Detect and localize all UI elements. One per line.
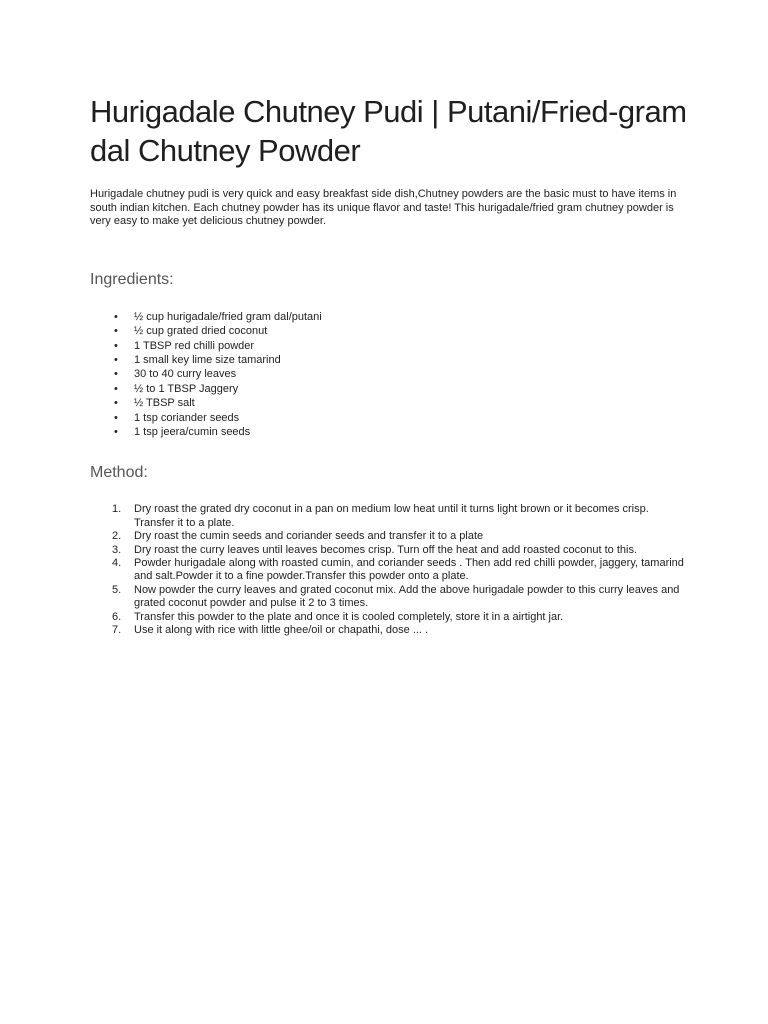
intro-paragraph: Hurigadale chutney pudi is very quick and easy breakfast side dish,Chutney powders are the basic must to have items in south indian kitchen. Each chutney powder has its unique flavor and taste! This hurigadale/fried gram chutney powder is very easy to make yet delicious chutney powder.	[90, 188, 677, 228]
ingredients-list	[90, 310, 690, 440]
method-step-text: Dry roast the cumin seeds and coriander seeds and transfer it to a plate	[134, 530, 484, 543]
method-step-text: Use it along with rice with little ghee/oil or chapathi, dose ... .	[134, 624, 429, 637]
page-title: Hurigadale Chutney Pudi | Putani/Fried-gram dal Chutney Powder	[90, 94, 687, 168]
method-step	[90, 544, 690, 557]
ingredient-item: • 1 tsp jeera/cumin seeds	[90, 425, 690, 439]
method-step	[90, 584, 690, 611]
ingredient-item: • 1 tsp coriander seeds	[90, 411, 690, 425]
method-step-text: Dry roast the grated dry coconut in a pan on medium low heat until it turns light brown or it becomes crisp. Transfer it to a plate.	[134, 503, 649, 529]
method-step-number: 6.	[112, 610, 122, 623]
method-step-number: 1.	[112, 503, 122, 516]
method-step	[90, 557, 690, 584]
ingredient-item: • ½ TBSP salt	[90, 396, 690, 410]
method-step-text: Transfer this powder to the plate and once it is cooled completely, store it in a airtight jar.	[134, 610, 564, 623]
method-step	[90, 624, 690, 637]
method-step	[90, 503, 690, 530]
ingredient-item: • ½ to 1 TBSP Jaggery	[90, 382, 690, 396]
method-step	[90, 530, 690, 543]
method-step	[90, 611, 690, 624]
document-page	[90, 92, 690, 638]
ingredient-item: • 30 to 40 curry leaves	[90, 367, 690, 381]
method-step-text: Now powder the curry leaves and grated coconut mix. Add the above hurigadale powder to this curry leaves and grated coconut powder and pulse it 2 to 3 times.	[134, 583, 680, 610]
ingredient-item: • ½ cup hurigadale/fried gram dal/putani	[90, 310, 690, 324]
ingredient-item: • 1 TBSP red chilli powder	[90, 339, 690, 353]
method-step-number: 7.	[112, 624, 122, 637]
method-step-number: 2.	[112, 530, 122, 543]
method-step-number: 3.	[112, 543, 122, 556]
method-step-number: 4.	[112, 557, 122, 570]
method-step-number: 5.	[112, 583, 122, 596]
method-step-text: Dry roast the curry leaves until leaves becomes crisp. Turn off the heat and add roasted coconut to this.	[134, 543, 638, 556]
method-step-text: Powder hurigadale along with roasted cumin, and coriander seeds . Then add red chilli powder, jaggery, tamarind and salt.Powder it to a fine powder.Transfer this powder onto a plate.	[134, 557, 684, 583]
ingredient-item: • 1 small key lime size tamarind	[90, 353, 690, 367]
ingredients-heading: Ingredients:	[90, 270, 174, 288]
ingredient-item: • ½ cup grated dried coconut	[90, 324, 690, 338]
method-list	[90, 503, 690, 637]
method-heading: Method:	[90, 464, 148, 482]
